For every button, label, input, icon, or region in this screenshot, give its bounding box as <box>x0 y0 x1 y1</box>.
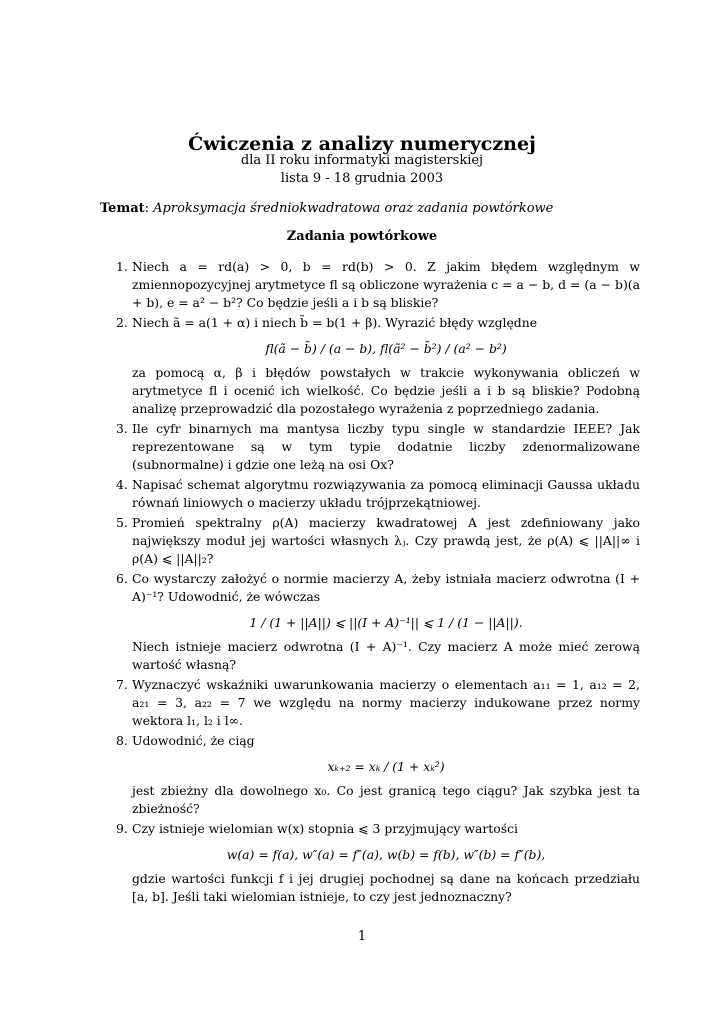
problem-text: Wyznaczyć wskaźniki uwarunkowania macierzy o elementach a₁₁ = 1, a₁₂ = 2, a₂₁ = 3, a₂₂ = 7 we względu na normy macierzy indukowane przez normy wektora l₁, l₂ i l∞. <box>132 677 640 728</box>
problem-text-after: jest zbieżny dla dowolnego x₀. Co jest granicą tego ciągu? Jak szybka jest ta zbieżność? <box>132 783 640 816</box>
display-formula: w(a) = f(a), w″(a) = f″(a), w(b) = f(b), w″(b) = f″(b), <box>226 847 546 862</box>
page-number: 1 <box>357 929 367 944</box>
topic-label: Temat <box>100 201 145 216</box>
topic-line <box>100 200 640 218</box>
problem-item <box>116 676 640 730</box>
problem-number: 2. <box>116 315 128 330</box>
problem-text: Napisać schemat algorytmu rozwiązywania za pomocą eliminacji Gaussa układu równań liniowych o macierzy układu trójprzekątniowej. <box>132 477 640 510</box>
problem-number: 6. <box>116 571 128 586</box>
problem-text: Niech ã = a(1 + α) i niech b̃ = b(1 + β). Wyrazić błędy względne <box>132 315 538 330</box>
display-formula: xₖ₊₂ = xₖ / (1 + xₖ²) <box>327 759 445 774</box>
problem-text-after: Niech istnieje macierz odwrotna (I + A)⁻¹. Czy macierz A może mieć zerową wartość własną? <box>132 639 640 672</box>
problem-number: 5. <box>116 515 128 530</box>
problem-text-after: za pomocą α, β i błędów powstałych w trakcie wykonywania obliczeń w arytmetyce fl i ocenić ich wielkość. Co będzie jeśli a i b są bliskie? Podobną analizę przeprowadzić dla pozostałego wyrażenia z poprzedniego zadania. <box>132 365 640 416</box>
problem-number: 4. <box>116 477 128 492</box>
problem-text: Niech a = rd(a) > 0, b = rd(b) > 0. Z jakim błędem względnym w zmiennopozycyjnej arytmetyce fl są obliczone wyrażenia c = a − b, d = (a − b)(a + b), e = a² − b²? Co będzie jeśli a i b są bliskie? <box>132 259 640 310</box>
problem-text-after: gdzie wartości funkcji f i jej drugiej pochodnej są dane na końcach przedziału [a, b]. Jeśli taki wielomian istnieje, to czy jest jednoznaczny? <box>132 871 640 904</box>
page-title: Ćwiczenia z analizy numerycznej <box>188 133 536 155</box>
problem-item <box>116 732 640 818</box>
display-formula: 1 / (1 + ||A||) ⩽ ||(I + A)⁻¹|| ⩽ 1 / (1 − ||A||). <box>249 615 523 630</box>
problem-number: 1. <box>116 259 128 274</box>
problem-item <box>116 570 640 674</box>
problem-number: 3. <box>116 421 128 436</box>
problem-number: 7. <box>116 677 128 692</box>
topic-colon: : <box>144 201 154 216</box>
section-title: Zadania powtórkowe <box>286 229 438 244</box>
display-formula: fl(ã − b̃) / (a − b), fl(ã² − b̃²) / (a² − b²) <box>265 341 507 356</box>
problem-text: Co wystarczy założyć o normie macierzy A, żeby istniała macierz odwrotna (I + A)⁻¹? Udowodnić, że wówczas <box>132 571 640 604</box>
problem-item <box>116 420 640 474</box>
page-subtitle: dla II roku informatyki magisterskiej <box>240 153 484 168</box>
problem-number: 9. <box>116 821 128 836</box>
problem-text: Czy istnieje wielomian w(x) stopnia ⩽ 3 przyjmujący wartości <box>132 821 518 836</box>
problem-item <box>116 258 640 312</box>
problem-number: 8. <box>116 733 128 748</box>
page-date: lista 9 - 18 grudnia 2003 <box>280 171 444 186</box>
problem-text: Ile cyfr binarnych ma mantysa liczby typu single w standardzie IEEE? Jak reprezentowane są w tym typie dodatnie liczby zdenormalizowane (subnormalne) i gdzie one leżą na osi Ox? <box>132 421 640 472</box>
problem-item <box>116 820 640 906</box>
topic-text: Aproksymacja średniokwadratowa oraz zadania powtórkowe <box>153 201 554 216</box>
problem-item <box>116 476 640 512</box>
problem-item <box>116 514 640 568</box>
problem-list <box>116 258 640 908</box>
problem-text: Udowodnić, że ciąg <box>132 733 255 748</box>
problem-text: Promień spektralny ρ(A) macierzy kwadratowej A jest zdefiniowany jako największy moduł jej wartości własnych λⱼ. Czy prawdą jest, że ρ(A) ⩽ ||A||∞ i ρ(A) ⩽ ||A||₂? <box>132 515 640 566</box>
problem-item <box>116 314 640 418</box>
